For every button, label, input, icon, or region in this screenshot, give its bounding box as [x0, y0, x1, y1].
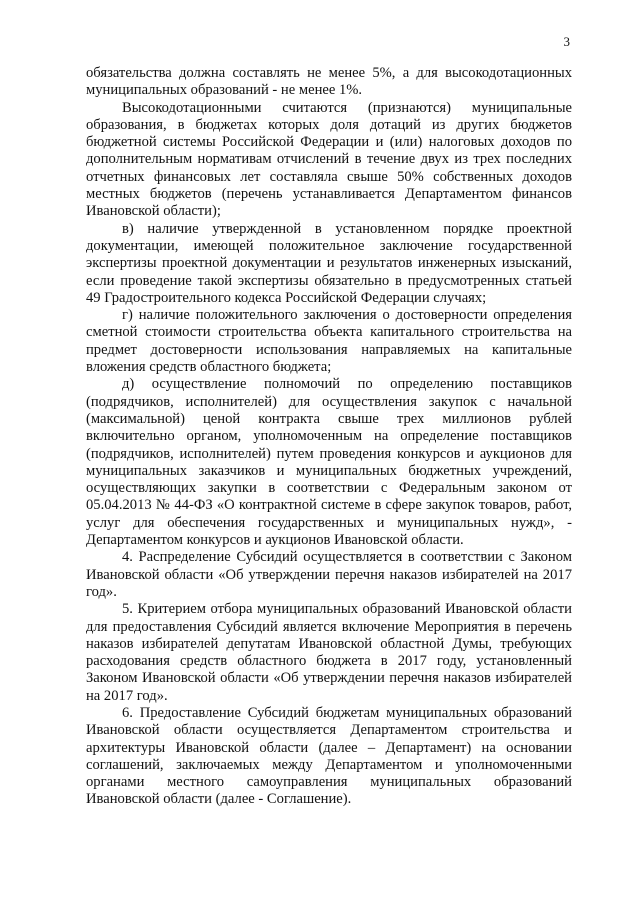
- paragraph-clause-5: 5. Критерием отбора муниципальных образований Ивановской области для предоставления Субсидий является включение Мероприятия в перечень наказов избирателей депутатам Ивановской областной Думы, требующих расходования средств областного бюджета в 2017 году, установленный Законом Ивановской области «Об утверждении перечня наказов избирателей на 2017 год».: [86, 601, 572, 704]
- paragraph-high-subsidy-definition: Высокодотационными считаются (признаются) муниципальные образования, в бюджетах которых доля дотаций из других бюджетов бюджетной системы Российской Федерации и (или) налоговых доходов по дополнительным нормативам отчислений в течение двух из трех последних отчетных финансовых лет составляла свыше 50% собственных доходов местных бюджетов (перечень устанавливается Департаментом финансов Ивановской области);: [86, 99, 572, 220]
- paragraph-continuation: обязательства должна составлять не менее 5%, а для высокодотационных муниципальных образований - не менее 1%.: [86, 65, 572, 99]
- page-number: 3: [563, 34, 570, 49]
- paragraph-item-v: в) наличие утвержденной в установленном порядке проектной документации, имеющей положительное заключение государственной экспертизы проектной документации и результатов инженерных изысканий, если проведение такой экспертизы обязательно в предусмотренных статьей 49 Градостроительного кодекса Российской Федерации случаях;: [86, 220, 572, 306]
- paragraph-clause-4: 4. Распределение Субсидий осуществляется в соответствии с Законом Ивановской области «Об утверждении перечня наказов избирателей на 2017 год».: [86, 549, 572, 600]
- paragraph-item-d: д) осуществление полномочий по определению поставщиков (подрядчиков, исполнителей) для осуществления закупок с начальной (максимальной) ценой контракта свыше трех миллионов рублей включительно органом, уполномоченным на определение поставщиков (подрядчиков, исполнителей) путем проведения конкурсов и аукционов для муниципальных заказчиков и муниципальных бюджетных учреждений, осуществляющих закупки в соответствии с Федеральным законом от 05.04.2013 № 44-ФЗ «О контрактной системе в сфере закупок товаров, работ, услуг для обеспечения государственных и муниципальных нужд», - Департаментом конкурсов и аукционов Ивановской области.: [86, 376, 572, 549]
- document-body: [86, 65, 572, 809]
- paragraph-clause-6: 6. Предоставление Субсидий бюджетам муниципальных образований Ивановской области осуществляется Департаментом строительства и архитектуры Ивановской области (далее – Департамент) на основании соглашений, заключаемых между Департаментом и уполномоченными органами местного самоуправления муниципальных образований Ивановской области (далее - Соглашение).: [86, 704, 572, 808]
- paragraph-item-g: г) наличие положительного заключения о достоверности определения сметной стоимости строительства объекта капитального строительства на предмет достоверности использования направляемых на капитальные вложения средств областного бюджета;: [86, 307, 572, 376]
